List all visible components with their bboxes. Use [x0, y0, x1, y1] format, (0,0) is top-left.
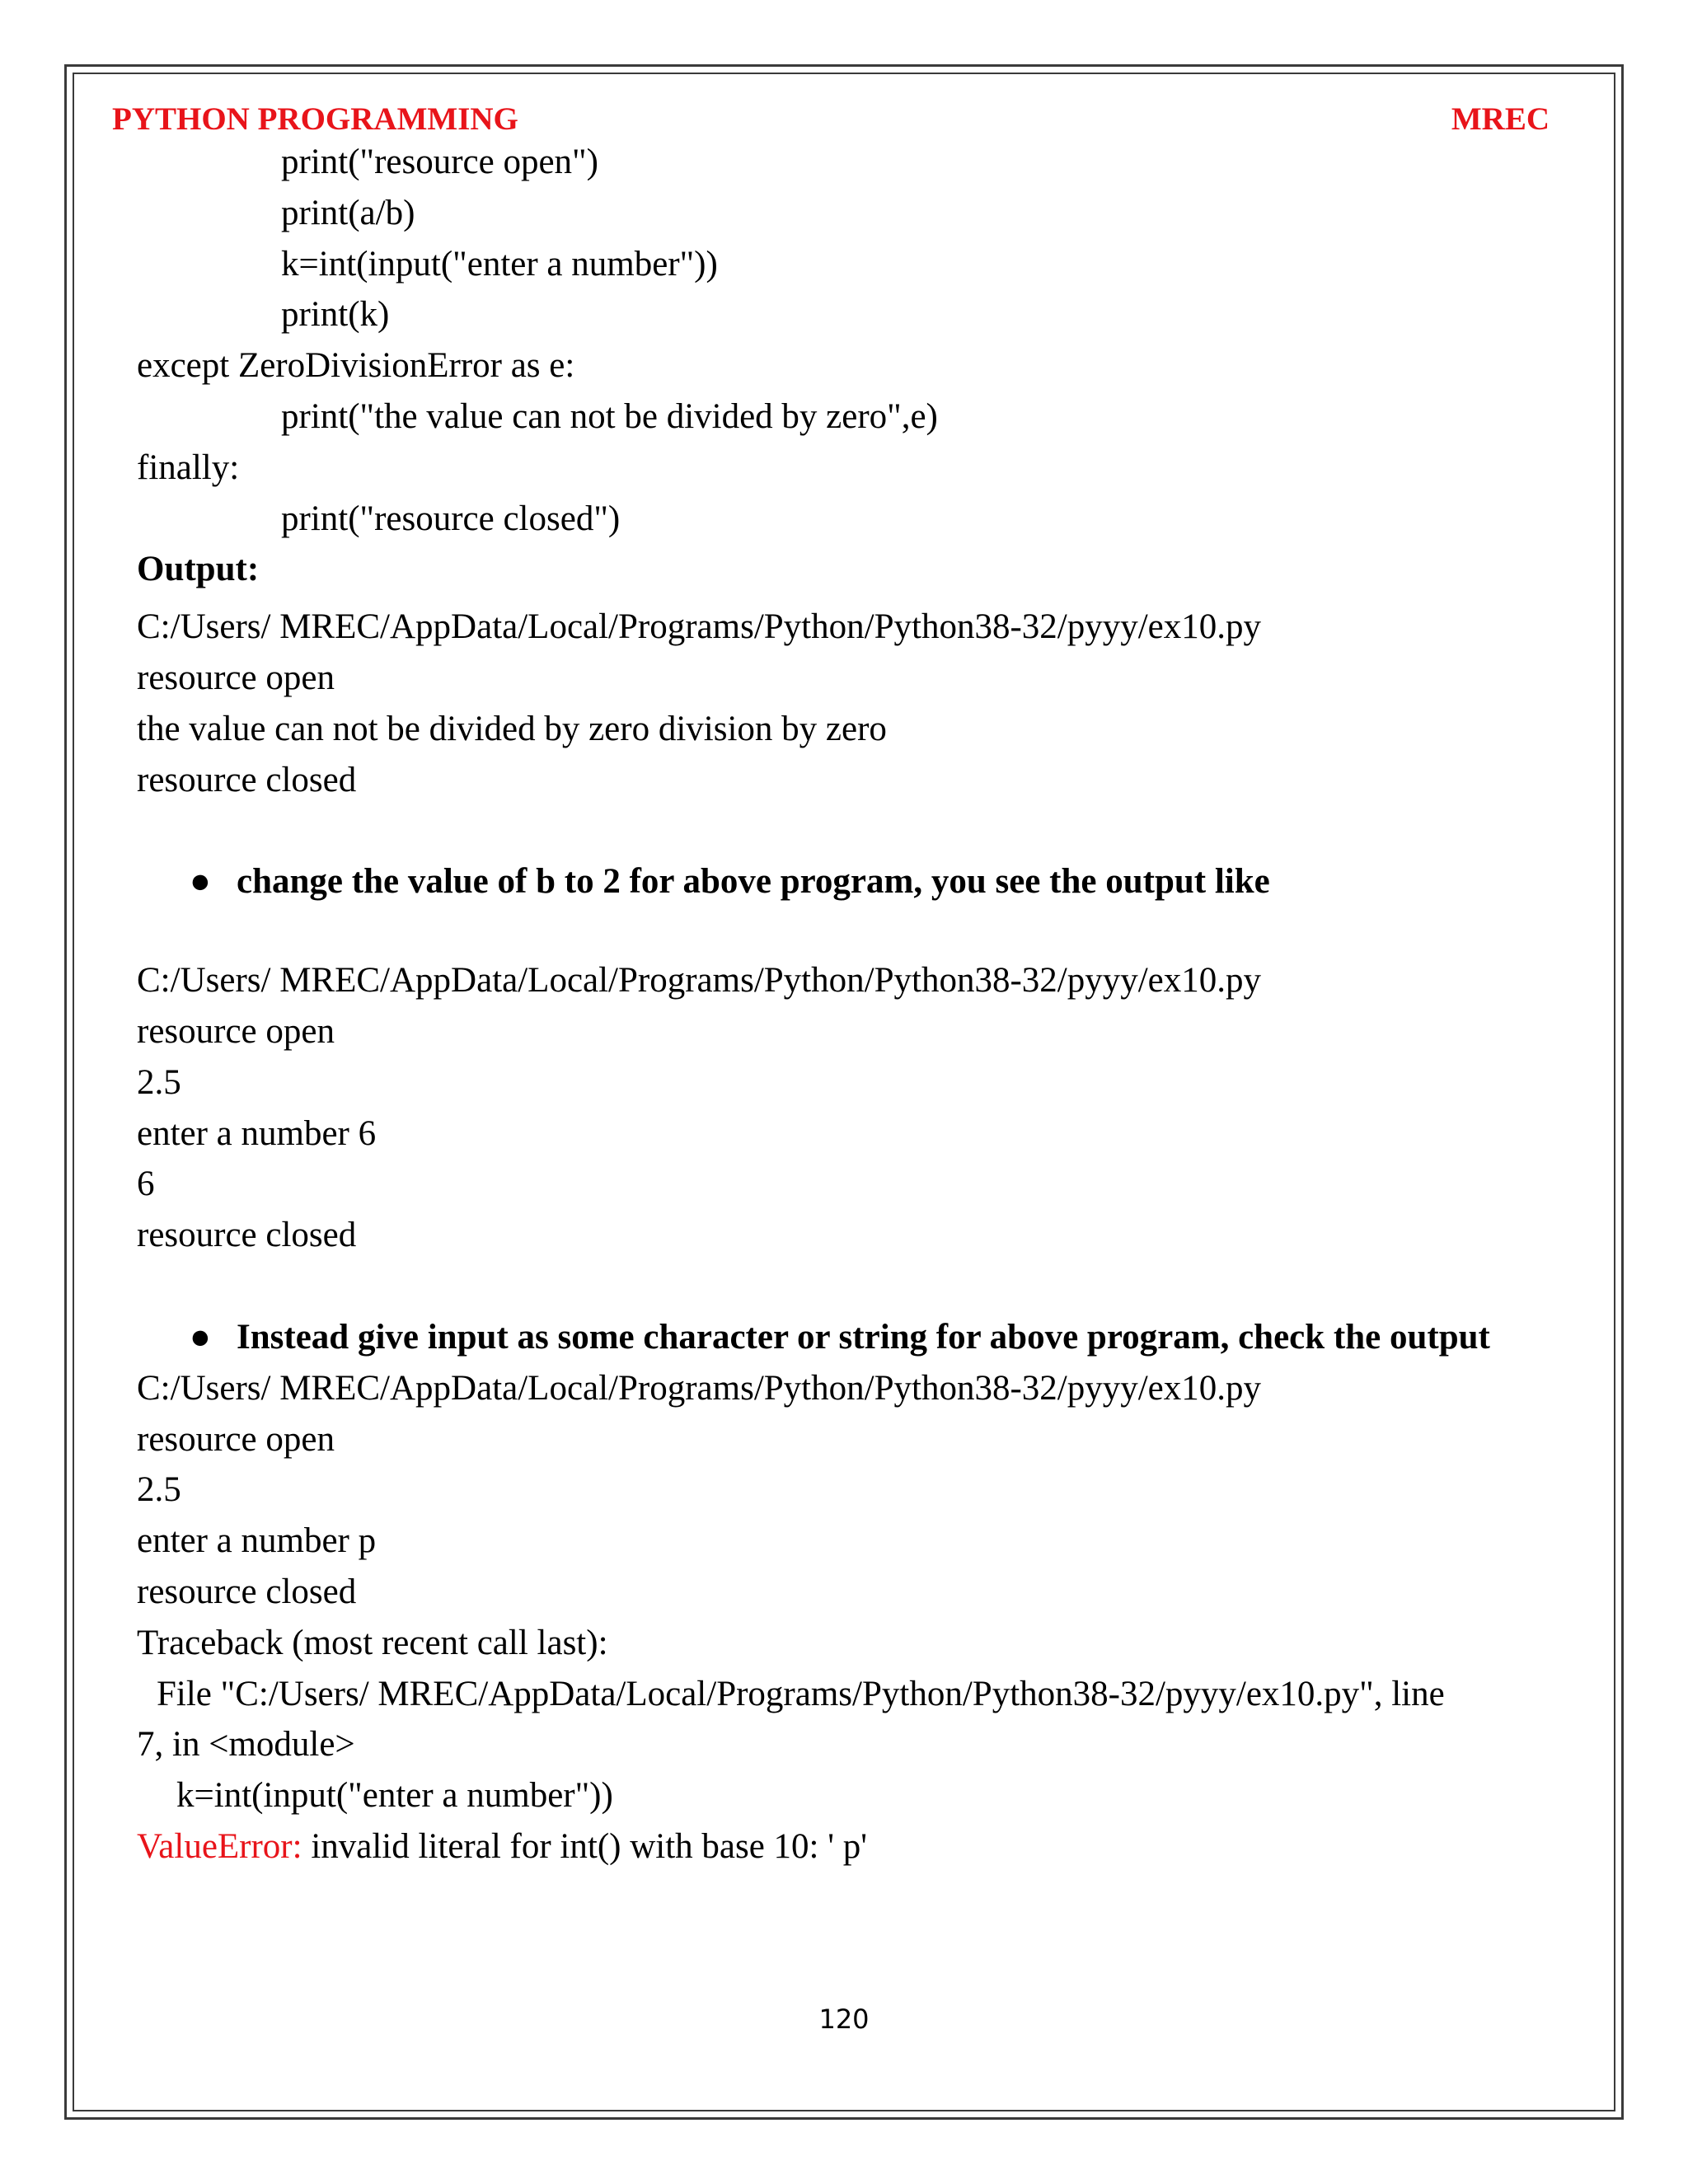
bullet-text: Instead give input as some character or string for above program, check the output — [237, 1317, 1490, 1357]
output-line: resource closed — [137, 1216, 357, 1255]
code-line: print("the value can not be divided by zero",e) — [281, 396, 938, 436]
bullet-text: change the value of b to 2 for above program, you see the output like — [237, 862, 1270, 902]
code-line: k=int(input("enter a number")) — [281, 244, 718, 284]
header-title: PYTHON PROGRAMMING — [112, 101, 518, 137]
output-line: resource open — [137, 1419, 335, 1459]
bullet-item-1 — [137, 856, 1571, 907]
traceback-header: Traceback (most recent call last): — [137, 1623, 608, 1662]
code-line: print("resource closed") — [281, 499, 621, 538]
output-line: the value can not be divided by zero division by zero — [137, 709, 887, 748]
output-line: resource closed — [137, 760, 357, 799]
output-block-2 — [137, 955, 1571, 1261]
output-line: C:/Users/ MREC/AppData/Local/Programs/Python/Python38-32/pyyy/ex10.py — [137, 607, 1261, 647]
output-line: enter a number 6 — [137, 1113, 377, 1153]
code-line: finally: — [137, 448, 240, 487]
output-line: 2.5 — [137, 1470, 181, 1510]
output-line: resource open — [137, 658, 335, 697]
traceback-location: 7, in <module> — [137, 1725, 355, 1765]
output-line: 2.5 — [137, 1062, 181, 1102]
output-line: enter a number p — [137, 1521, 377, 1561]
code-line: print(k) — [281, 295, 390, 335]
output-line: resource closed — [137, 1572, 357, 1611]
traceback-file-line: File "C:/Users/ MREC/AppData/Local/Programs/Python/Python38-32/pyyy/ex10.py", line — [157, 1674, 1445, 1713]
bullet-item-2 — [137, 1312, 1571, 1363]
code-line: print("resource open") — [281, 143, 598, 181]
error-message: invalid literal for int() with base 10: ' p' — [302, 1826, 867, 1866]
bullet-icon: ● — [190, 1317, 211, 1357]
code-line: except ZeroDivisionError as e: — [137, 346, 575, 386]
output-block-3 — [137, 1363, 1571, 1872]
traceback-code: k=int(input("enter a number")) — [176, 1776, 613, 1816]
output-line: 6 — [137, 1165, 155, 1204]
output-heading: Output: — [137, 550, 260, 589]
output-line: resource open — [137, 1011, 335, 1051]
code-line: print(a/b) — [281, 193, 415, 232]
output-line: C:/Users/ MREC/AppData/Local/Programs/Python/Python38-32/pyyy/ex10.py — [137, 1368, 1261, 1408]
page-number: 120 — [818, 2004, 870, 2035]
output-block-1 — [137, 602, 1571, 805]
header-institution: MREC — [1451, 101, 1550, 137]
page-content — [137, 137, 1571, 1872]
error-type: ValueError: — [137, 1826, 302, 1866]
code-block — [137, 137, 1571, 544]
error-line — [137, 1821, 1571, 1872]
bullet-icon: ● — [190, 862, 211, 902]
output-line: C:/Users/ MREC/AppData/Local/Programs/Python/Python38-32/pyyy/ex10.py — [137, 961, 1261, 1001]
